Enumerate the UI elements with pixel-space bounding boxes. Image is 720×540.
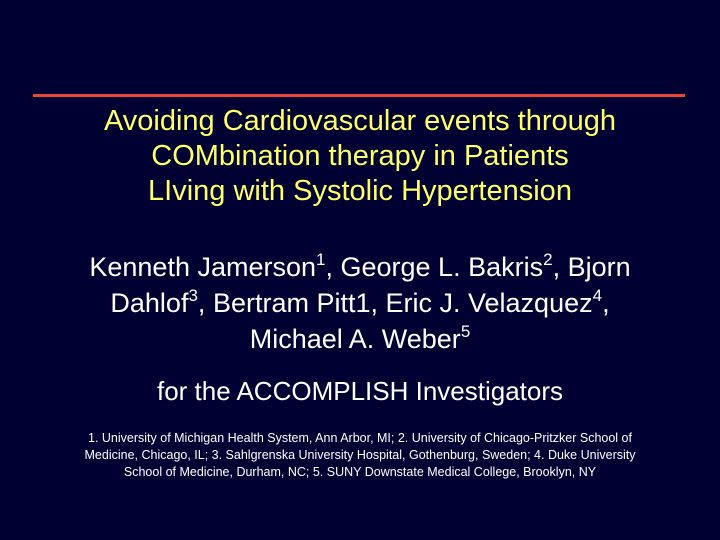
author-affiliation-number: 2 [543, 250, 553, 269]
author-affiliation-number: 3 [188, 286, 198, 305]
title-line: COMbination therapy in Patients [151, 140, 569, 172]
author-name-part: Dahlof [110, 288, 189, 318]
author-separator: , [370, 288, 386, 318]
title-line: LIving with Systolic Hypertension [148, 175, 572, 207]
investigator-group: for the ACCOMPLISH Investigators [156, 376, 564, 406]
affiliation-line: Medicine, Chicago, IL; 3. Sahlgrenska University Hospital, Gothenburg, Sweden; 4. Duke University [84, 448, 636, 462]
author-line [20, 285, 700, 321]
author-name: Bertram Pitt1 [212, 288, 371, 318]
title-line: Avoiding Cardiovascular events through [103, 105, 617, 137]
affiliation-line: School of Medicine, Durham, NC; 5. SUNY Downstate Medical College, Brooklyn, NY [123, 465, 597, 479]
author-affiliation-number: 5 [460, 322, 471, 341]
author-separator: , [602, 288, 610, 318]
author-affiliation-number: 1 [316, 250, 326, 269]
author-separator: , [552, 252, 568, 282]
author-name: Michael A. Weber [249, 324, 461, 354]
author-line [20, 321, 700, 357]
slide-title [20, 104, 700, 209]
author-name: George L. Bakris [340, 252, 544, 282]
affiliation-line: 1. University of Michigan Health System, Ann Arbor, MI; 2. University of Chicago-Pritzker School of [88, 431, 632, 445]
title-divider [33, 94, 685, 97]
author-name: Kenneth Jamerson [89, 252, 317, 282]
author-name: Eric J. Velazquez [385, 288, 593, 318]
author-separator: , [197, 288, 213, 318]
author-name-part: Bjorn [567, 252, 631, 282]
author-affiliation-number: 4 [592, 286, 603, 305]
author-line [20, 249, 700, 285]
author-list [20, 249, 700, 357]
affiliations [40, 430, 680, 481]
author-separator: , [325, 252, 341, 282]
